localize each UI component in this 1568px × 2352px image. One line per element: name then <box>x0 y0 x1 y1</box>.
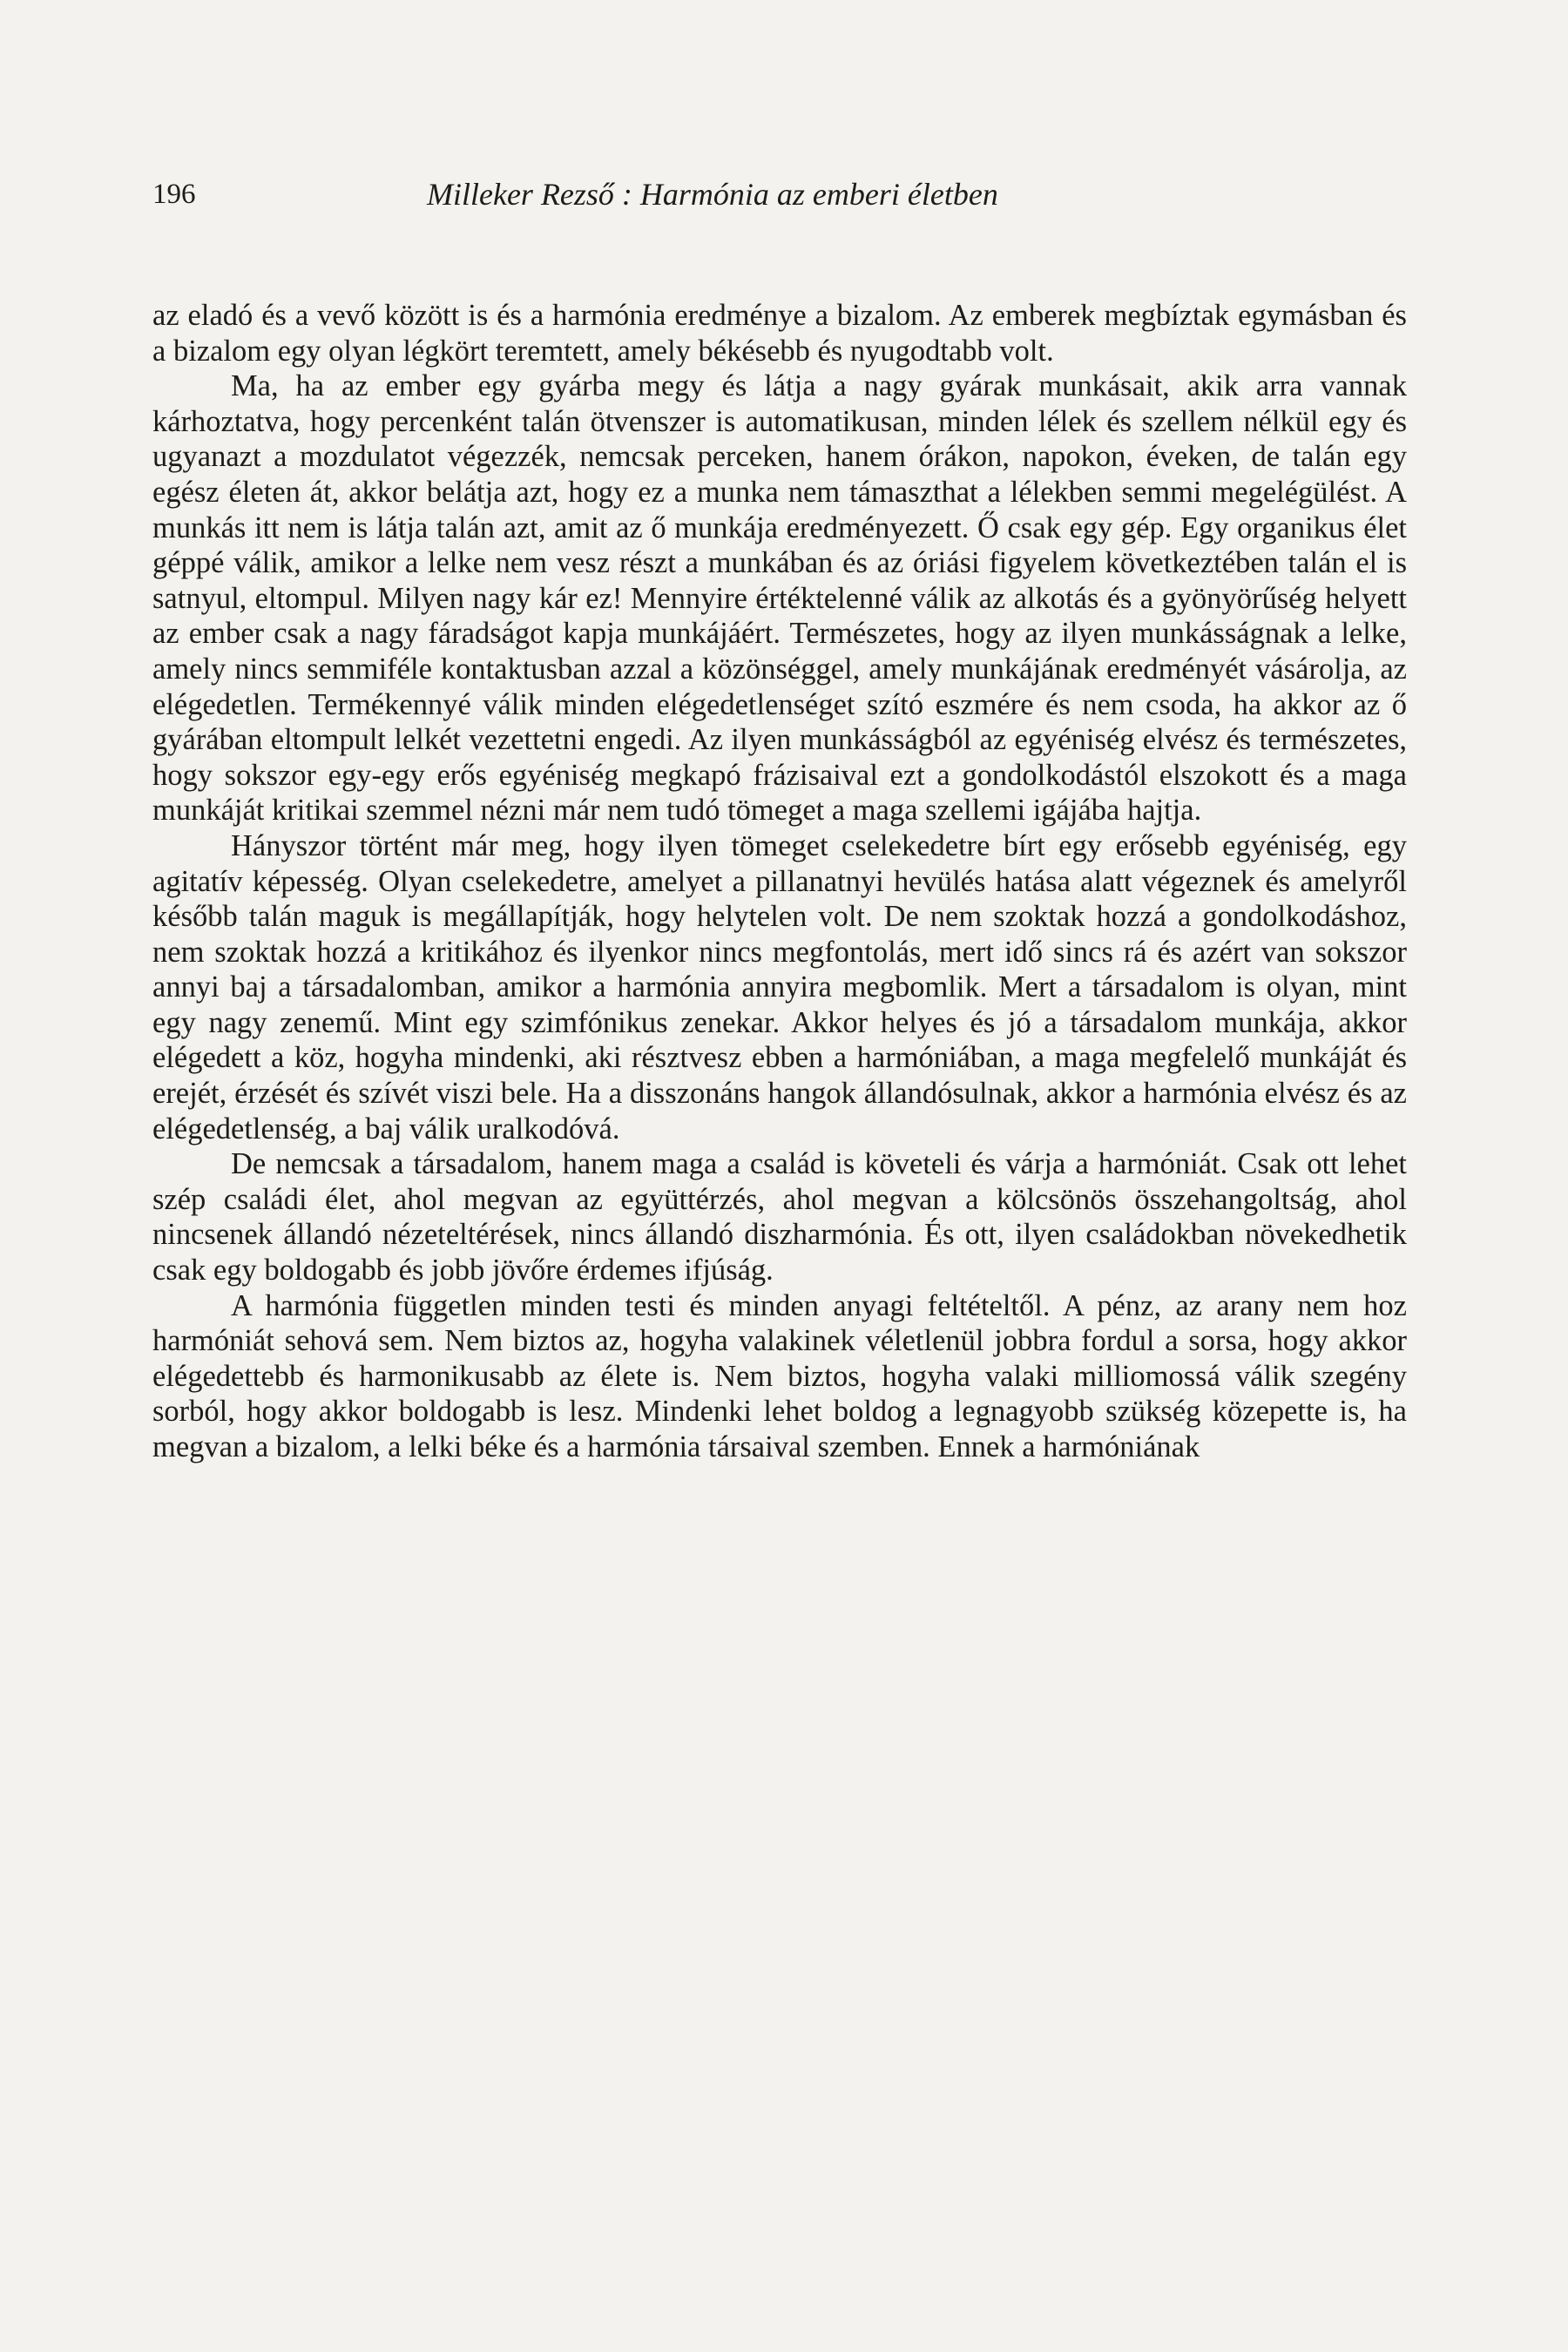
paragraph-factory-workers: Ma, ha az ember egy gyárba megy és látja a nagy gyárak munkásait, akik arra vannak kárhoztatva, hogy percenként talán ötvenszer is automatikusan, minden lélek és szellem nélkül egy és ugyanazt a mozdulatot végezzék, nemcsak perceken, hanem órákon, napokon, éveken, de talán egy egész életen át, akkor belátja azt, hogy ez a munka nem támaszthat a lélekben semmi megelégülést. A munkás itt nem is látja talán azt, amit az ő munkája eredményezett. Ő csak egy gép. Egy organikus élet géppé válik, amikor a lelke nem vesz részt a munkában és az óriási figyelem következtében talán el is satnyul, eltompul. Milyen nagy kár ez! Mennyire értéktelenné válik az alkotás és a gyönyörűség helyett az ember csak a nagy fáradságot kapja munkájáért. Természetes, hogy az ilyen munkásságnak a lelke, amely nincs semmiféle kontaktusban azzal a közönséggel, amely munkájának eredményét vásárolja, az elégedetlen. Termékennyé válik minden elégedetlenséget szító eszmére és nem csoda, ha akkor az ő gyárában eltompult lelkét vezettetni engedi. Az ilyen munkásságból az egyéniség elvész és természetes, hogy sokszor egy-egy erős egyéniség megkapó frázisaival ezt a gondolkodástól elszokott és a maga munkáját kritikai szemmel nézni már nem tudó tömeget a maga szellemi igájába hajtja. <box>152 369 1407 828</box>
paragraph-family: De nemcsak a társadalom, hanem maga a család is követeli és várja a harmóniát. Csak ott lehet szép családi élet, ahol megvan az együttérzés, ahol megvan a kölcsönös összehangoltság, ahol nincsenek állandó nézeteltérések, nincs állandó diszharmónia. És ott, ilyen családokban növekedhetik csak egy boldogabb és jobb jövőre érdemes ifjúság. <box>152 1147 1407 1288</box>
paragraph-continuation: az eladó és a vevő között is és a harmónia eredménye a bizalom. Az emberek megbíztak egymásban és a bizalom egy olyan légkört teremtett, amely békésebb és nyugodtabb volt. <box>152 299 1407 368</box>
paragraph-society: Hányszor történt már meg, hogy ilyen tömeget cselekedetre bírt egy erősebb egyéniség, egy agitatív képesség. Olyan cselekedetre, amelyet a pillanatnyi hevülés hatása alatt végeznek és amelyről később talán maguk is megállapítják, hogy helytelen volt. De nem szoktak hozzá a gondolkodáshoz, nem szoktak hozzá a kritikához és ilyenkor nincs megfontolás, mert idő sincs rá és azért van sokszor annyi baj a társadalomban, amikor a harmónia annyira megbomlik. Mert a társadalom is olyan, mint egy nagy zenemű. Mint egy szimfónikus zenekar. Akkor helyes és jó a társadalom munkája, akkor elégedett a köz, hogyha mindenki, aki résztvesz ebben a harmóniában, a maga megfelelő munkáját és erejét, érzését és szívét viszi bele. Ha a disszonáns hangok állandósulnak, akkor a harmónia elvész és az elégedetlenség, a baj válik uralkodóvá. <box>152 828 1407 1146</box>
page-number: 196 <box>152 179 196 210</box>
body-text <box>152 298 1407 1465</box>
running-header <box>152 174 1416 218</box>
running-title: Milleker Rezső : Harmónia az emberi életben <box>427 177 998 212</box>
paragraph-harmony-independence: A harmónia független minden testi és minden anyagi feltételtől. A pénz, az arany nem hoz harmóniát sehová sem. Nem biztos az, hogyha valakinek véletlenül jobbra fordul a sorsa, hogy akkor elégedettebb és harmonikusabb az élete is. Nem biztos, hogyha valaki milliomossá válik szegény sorból, hogy akkor boldogabb is lesz. Mindenki lehet boldog a legnagyobb szükség közepette is, ha megvan a bizalom, a lelki béke és a harmónia társaival szemben. Ennek a harmóniának <box>152 1288 1407 1463</box>
